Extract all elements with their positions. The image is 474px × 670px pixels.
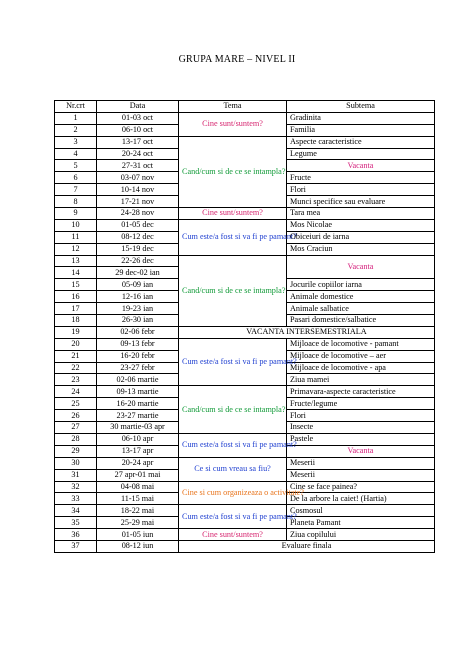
row-number: 24 bbox=[55, 386, 97, 398]
row-number: 31 bbox=[55, 469, 97, 481]
subtema-cell: Mos Nicolae bbox=[287, 219, 435, 231]
table-row bbox=[55, 219, 435, 231]
row-number: 12 bbox=[55, 243, 97, 255]
row-number: 4 bbox=[55, 148, 97, 160]
subtema-cell: Munci specifice sau evaluare bbox=[287, 196, 435, 208]
row-number: 32 bbox=[55, 481, 97, 493]
subtema-cell: Animale domestice bbox=[287, 291, 435, 303]
subtema-cell: Fructe bbox=[287, 172, 435, 184]
row-number: 9 bbox=[55, 208, 97, 220]
row-number: 21 bbox=[55, 350, 97, 362]
row-number: 36 bbox=[55, 529, 97, 541]
header-subtema: Subtema bbox=[287, 101, 435, 113]
subtema-cell: Primavara-aspecte caracteristice bbox=[287, 386, 435, 398]
table-row bbox=[55, 386, 435, 398]
tema-cell: Cine sunt/suntem? bbox=[179, 112, 287, 136]
row-number: 15 bbox=[55, 279, 97, 291]
row-date: 30 martie-03 apr bbox=[97, 422, 179, 434]
header-tema: Tema bbox=[179, 101, 287, 113]
subtema-cell: Planeta Pamant bbox=[287, 517, 435, 529]
row-date: 26-30 ian bbox=[97, 315, 179, 327]
table-row bbox=[55, 481, 435, 493]
row-date: 11-15 mai bbox=[97, 493, 179, 505]
row-date: 16-20 martie bbox=[97, 398, 179, 410]
row-date: 15-19 dec bbox=[97, 243, 179, 255]
row-date: 29 dec-02 ian bbox=[97, 267, 179, 279]
schedule-table bbox=[54, 100, 435, 553]
row-date: 23-27 martie bbox=[97, 410, 179, 422]
row-number: 28 bbox=[55, 433, 97, 445]
row-date: 18-22 mai bbox=[97, 505, 179, 517]
row-date: 09-13 martie bbox=[97, 386, 179, 398]
table-row bbox=[55, 338, 435, 350]
row-number: 2 bbox=[55, 124, 97, 136]
tema-cell: Cum este/a fost si va fi pe pamant? bbox=[179, 433, 287, 457]
row-date: 20-24 apr bbox=[97, 457, 179, 469]
tema-cell: Cum este/a fost si va fi pe pamant? bbox=[179, 219, 287, 255]
subtema-cell: Aspecte caracteristice bbox=[287, 136, 435, 148]
row-number: 25 bbox=[55, 398, 97, 410]
row-number: 16 bbox=[55, 291, 97, 303]
row-date: 23-27 febr bbox=[97, 362, 179, 374]
table-row bbox=[55, 208, 435, 220]
row-number: 37 bbox=[55, 540, 97, 552]
row-number: 13 bbox=[55, 255, 97, 267]
row-date: 12-16 ian bbox=[97, 291, 179, 303]
row-date: 01-03 oct bbox=[97, 112, 179, 124]
row-date: 25-29 mai bbox=[97, 517, 179, 529]
table-row bbox=[55, 457, 435, 469]
table-row bbox=[55, 255, 435, 267]
table-body bbox=[55, 112, 435, 552]
table-row bbox=[55, 529, 435, 541]
tema-cell: Cine sunt/suntem? bbox=[179, 529, 287, 541]
table-row bbox=[55, 505, 435, 517]
tema-cell: Cum este/a fost si va fi pe pamant? bbox=[179, 338, 287, 386]
subtema-cell: De la arbore la caiet! (Hartia) bbox=[287, 493, 435, 505]
subtema-cell: Obiceiuri de iarna bbox=[287, 231, 435, 243]
row-number: 33 bbox=[55, 493, 97, 505]
table-row bbox=[55, 112, 435, 124]
row-date: 08-12 iun bbox=[97, 540, 179, 552]
row-date: 05-09 ian bbox=[97, 279, 179, 291]
row-date: 19-23 ian bbox=[97, 303, 179, 315]
subtema-cell: Insecte bbox=[287, 422, 435, 434]
row-number: 29 bbox=[55, 445, 97, 457]
row-date: 02-06 febr bbox=[97, 326, 179, 338]
row-date: 20-24 oct bbox=[97, 148, 179, 160]
subtema-cell: Vacanta bbox=[287, 445, 435, 457]
subtema-cell: Meserii bbox=[287, 457, 435, 469]
subtema-cell: Meserii bbox=[287, 469, 435, 481]
row-date: 16-20 febr bbox=[97, 350, 179, 362]
subtema-cell: Mijloace de locomotive – aer bbox=[287, 350, 435, 362]
row-date: 13-17 apr bbox=[97, 445, 179, 457]
subtema-cell: Vacanta bbox=[287, 160, 435, 172]
tema-cell: Cand/cum si de ce se intampla? bbox=[179, 136, 287, 207]
row-number: 35 bbox=[55, 517, 97, 529]
tema-cell: Cine si cum organizeaza o activitate? bbox=[179, 481, 287, 505]
subtema-cell: Cine se face painea? bbox=[287, 481, 435, 493]
row-number: 11 bbox=[55, 231, 97, 243]
subtema-cell: Familia bbox=[287, 124, 435, 136]
row-date: 01-05 iun bbox=[97, 529, 179, 541]
row-number: 23 bbox=[55, 374, 97, 386]
table-row bbox=[55, 326, 435, 338]
row-number: 19 bbox=[55, 326, 97, 338]
row-merged-note: Evaluare finala bbox=[179, 540, 435, 552]
subtema-cell: Jocurile copiilor iarna bbox=[287, 279, 435, 291]
row-date: 10-14 nov bbox=[97, 184, 179, 196]
document-title: GRUPA MARE – NIVEL II bbox=[178, 54, 296, 65]
tema-cell: Cand/cum si de ce se intampla? bbox=[179, 386, 287, 434]
row-number: 27 bbox=[55, 422, 97, 434]
table-header-row bbox=[55, 101, 435, 113]
table-row bbox=[55, 540, 435, 552]
subtema-cell: Legume bbox=[287, 148, 435, 160]
tema-cell: Cine sunt/suntem? bbox=[179, 208, 287, 220]
subtema-cell: Tara mea bbox=[287, 208, 435, 220]
row-number: 7 bbox=[55, 184, 97, 196]
tema-cell: Ce si cum vreau sa fiu? bbox=[179, 457, 287, 481]
row-date: 13-17 oct bbox=[97, 136, 179, 148]
row-number: 6 bbox=[55, 172, 97, 184]
subtema-cell: Ziua copilului bbox=[287, 529, 435, 541]
row-date: 06-10 apr bbox=[97, 433, 179, 445]
row-number: 14 bbox=[55, 267, 97, 279]
subtema-cell: Animale salbatice bbox=[287, 303, 435, 315]
row-date: 17-21 nov bbox=[97, 196, 179, 208]
row-date: 27 apr-01 mai bbox=[97, 469, 179, 481]
row-date: 01-05 dec bbox=[97, 219, 179, 231]
row-number: 26 bbox=[55, 410, 97, 422]
subtema-cell: Ziua mamei bbox=[287, 374, 435, 386]
row-date: 27-31 oct bbox=[97, 160, 179, 172]
row-date: 03-07 nov bbox=[97, 172, 179, 184]
subtema-cell: Pastele bbox=[287, 433, 435, 445]
row-date: 24-28 nov bbox=[97, 208, 179, 220]
row-number: 10 bbox=[55, 219, 97, 231]
table-row bbox=[55, 433, 435, 445]
row-date: 06-10 oct bbox=[97, 124, 179, 136]
subtema-cell: Pasari domestice/salbatice bbox=[287, 315, 435, 327]
row-number: 22 bbox=[55, 362, 97, 374]
row-number: 20 bbox=[55, 338, 97, 350]
tema-cell: Cum este/a fost si va fi pe pamant? bbox=[179, 505, 287, 529]
subtema-cell: Vacanta bbox=[287, 255, 435, 279]
row-number: 18 bbox=[55, 315, 97, 327]
row-date: 02-06 martie bbox=[97, 374, 179, 386]
row-number: 5 bbox=[55, 160, 97, 172]
subtema-cell: Gradinita bbox=[287, 112, 435, 124]
row-number: 17 bbox=[55, 303, 97, 315]
row-number: 34 bbox=[55, 505, 97, 517]
row-date: 09-13 febr bbox=[97, 338, 179, 350]
subtema-cell: Cosmosul bbox=[287, 505, 435, 517]
row-merged-note: VACANTA INTERSEMESTRIALA bbox=[179, 326, 435, 338]
subtema-cell: Mijloace de locomotive - apa bbox=[287, 362, 435, 374]
subtema-cell: Mos Craciun bbox=[287, 243, 435, 255]
row-date: 04-08 mai bbox=[97, 481, 179, 493]
row-number: 1 bbox=[55, 112, 97, 124]
header-nr: Nr.crt bbox=[55, 101, 97, 113]
subtema-cell: Mijloace de locomotive - pamant bbox=[287, 338, 435, 350]
table-row bbox=[55, 136, 435, 148]
subtema-cell: Flori bbox=[287, 184, 435, 196]
row-date: 08-12 dec bbox=[97, 231, 179, 243]
subtema-cell: Flori bbox=[287, 410, 435, 422]
row-number: 3 bbox=[55, 136, 97, 148]
row-number: 30 bbox=[55, 457, 97, 469]
tema-cell: Cand/cum si de ce se intampla? bbox=[179, 255, 287, 326]
subtema-cell: Fructe/legume bbox=[287, 398, 435, 410]
header-data: Data bbox=[97, 101, 179, 113]
row-date: 22-26 dec bbox=[97, 255, 179, 267]
row-number: 8 bbox=[55, 196, 97, 208]
